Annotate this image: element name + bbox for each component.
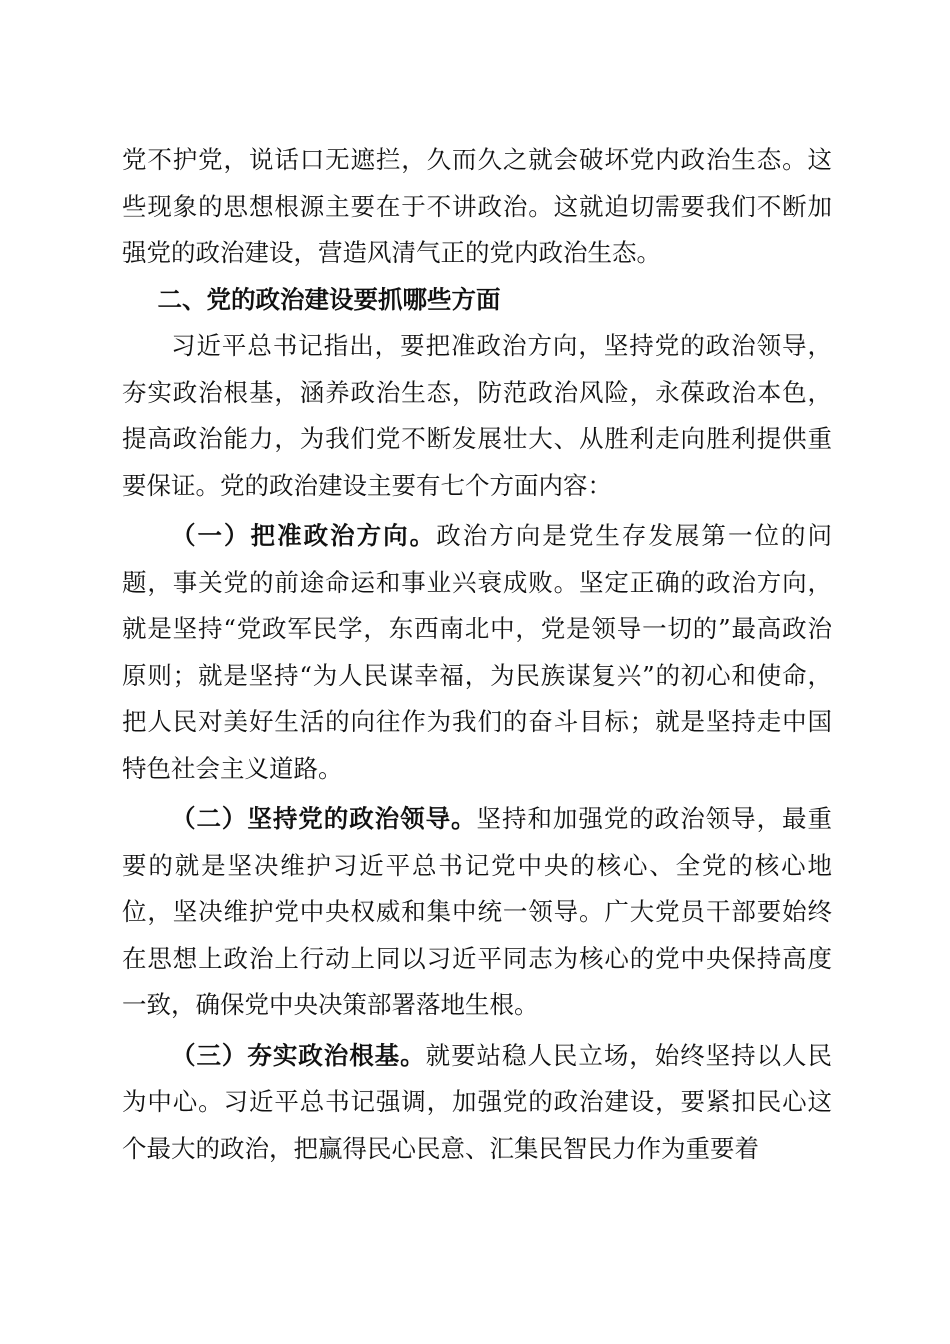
list-item xyxy=(122,796,832,1029)
intro-paragraph: 习近平总书记指出，要把准政治方向，坚持党的政治领导，夯实政治根基，涵养政治生态，防范政治风险，永葆政治本色，提高政治能力，为我们党不断发展壮大、从胜利走向胜利提供重要保证。党的政治建设主要有七个方面内容： xyxy=(122,331,832,500)
item-lead: （一）把准政治方向。 xyxy=(171,521,437,550)
item-body: 就要站稳人民立场，始终坚持以人民为中心。习近平总书记强调，加强党的政治建设，要紧扣民心这个最大的政治，把赢得民心民意、汇集民智民力作为重要着 xyxy=(122,1040,833,1163)
list-item xyxy=(122,1033,832,1173)
list-item xyxy=(122,513,832,792)
item-lead: （二）坚持党的政治领导。 xyxy=(171,804,477,833)
item-body: 坚持和加强党的政治领导，最重要的就是坚决维护习近平总书记党中央的核心、全党的核心地位，坚决维护党中央权威和集中统一领导。广大党员干部要始终在思想上政治上行动上同以习近平同志为核心的党中央保持高度一致，确保党中央决策部署落地生根。 xyxy=(122,804,833,1019)
section-heading: 二、党的政治建设要抓哪些方面 xyxy=(157,284,501,314)
item-lead: （三）夯实政治根基。 xyxy=(171,1040,426,1070)
document-page xyxy=(122,137,832,1172)
item-body: 政治方向是党生存发展第一位的问题，事关党的前途命运和事业兴衰成败。坚定正确的政治方向，就是坚持“党政军民学，东西南北中，党是领导一切的”最高政治原则；就是坚持“为人民谋幸福，为民族谋复兴”的初心和使命，把人民对美好生活的向往作为我们的奋斗目标；就是坚持走中国特色社会主义道路。 xyxy=(122,521,833,783)
continued-paragraph: 党不护党，说话口无遮拦，久而久之就会破坏党内政治生态。这些现象的思想根源主要在于不讲政治。这就迫切需要我们不断加强党的政治建设，营造风清气正的党内政治生态。 xyxy=(122,145,832,267)
